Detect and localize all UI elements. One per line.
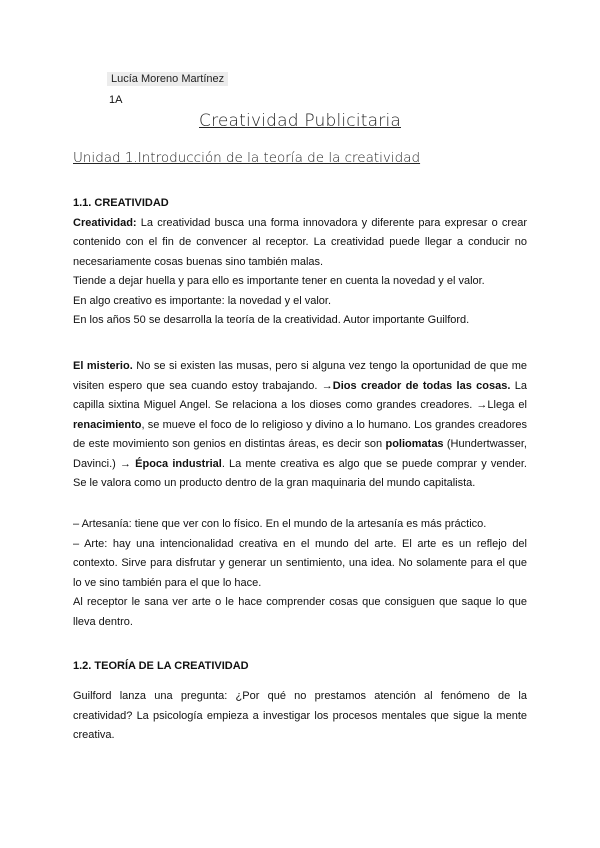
paragraph-line: En algo creativo es importante: la novedad y el valor. <box>73 294 332 307</box>
unit-title: Unidad 1.Introducción de la teoría de la creatividad <box>73 150 421 166</box>
paragraph-line: Se le valora como un producto dentro de la gran maquinaria del mundo capitalista. <box>73 477 476 489</box>
paragraph-line: contexto. Sirve para disfrutar y generar un sentimiento, una idea. No solamente para el que <box>73 557 527 569</box>
paragraph-guilford <box>73 687 527 746</box>
bold-term: Dios creador de todas las cosas. <box>332 379 511 392</box>
paragraph-artesania-arte <box>73 515 527 632</box>
paragraph-line: creatividad? La psicología empieza a investigar los procesos mentales que sigue la mente <box>73 709 527 722</box>
paragraph-line: de este movimiento son genios en distintas áreas, es decir son poliomatas (Hundertwasser, <box>73 438 527 450</box>
paragraph-line: lleva dentro. <box>73 615 133 628</box>
paragraph-line: – Artesanía: tiene que ver con lo físico. En el mundo de la artesanía es más práctico. <box>73 518 487 530</box>
paragraph-line: Al receptor le sana ver arte o le hace comprender cosas que consiguen que saque lo que <box>73 596 527 608</box>
paragraph-line: visiten espero que sea cuando estoy trabajando. →Dios creador de todas las cosas. La <box>73 379 528 392</box>
paragraph-line: Tiende a dejar huella y para ello es importante tener en cuenta la novedad y el valor. <box>73 275 485 287</box>
paragraph-line: lo ve sino también para el que lo hace. <box>73 576 262 589</box>
bold-term: Época industrial <box>135 457 222 470</box>
bold-term: Creatividad: <box>73 216 137 229</box>
paragraph-line: necesariamente cosas buenas sino también malas. <box>73 255 324 268</box>
paragraph-line: renacimiento, se mueve el foco de lo religioso y divino a lo humano. Los grandes creadores <box>73 418 527 431</box>
group-label: 1A <box>109 94 123 106</box>
paragraph-line: Creatividad: La creatividad busca una forma innovadora y diferente para expresar o crear <box>73 216 527 229</box>
paragraph-line: capilla sixtina Miguel Angel. Se relaciona a los dioses como grandes creadores. →Llega el <box>73 399 527 411</box>
section-heading: 1.2. TEORÍA DE LA CREATIVIDAD <box>73 660 249 672</box>
document-title: Creatividad Publicitaria <box>199 111 401 131</box>
paragraph-misterio <box>73 357 527 494</box>
paragraph-line: En los años 50 se desarrolla la teoría de la creatividad. Autor importante Guilford. <box>73 314 470 326</box>
paragraph-line: Guilford lanza una pregunta: ¿Por qué no prestamos atención al fenómeno de la <box>73 690 527 702</box>
paragraph-line: creativa. <box>73 729 115 741</box>
paragraph-line: El misterio. No se si existen las musas, pero si alguna vez tengo la oportunidad de que me <box>73 360 528 372</box>
paragraph-line: contenido con el fin de convencer al receptor. La creatividad puede llegar a conducir no <box>73 236 527 248</box>
paragraph-line: Davinci.) → Época industrial. La mente creativa es algo que se puede comprar y vender. <box>73 457 527 470</box>
section-creatividad <box>73 194 527 331</box>
bold-term: renacimiento <box>73 418 142 431</box>
bold-term: poliomatas <box>385 438 444 450</box>
bold-term: El misterio. <box>73 360 133 372</box>
author-name: Lucía Moreno Martínez <box>107 72 228 86</box>
section-teoria <box>73 657 527 677</box>
section-heading: 1.1. CREATIVIDAD <box>73 197 169 209</box>
paragraph-line: – Arte: hay una intencionalidad creativa en el mundo del arte. El arte es un reflejo del <box>73 537 527 550</box>
